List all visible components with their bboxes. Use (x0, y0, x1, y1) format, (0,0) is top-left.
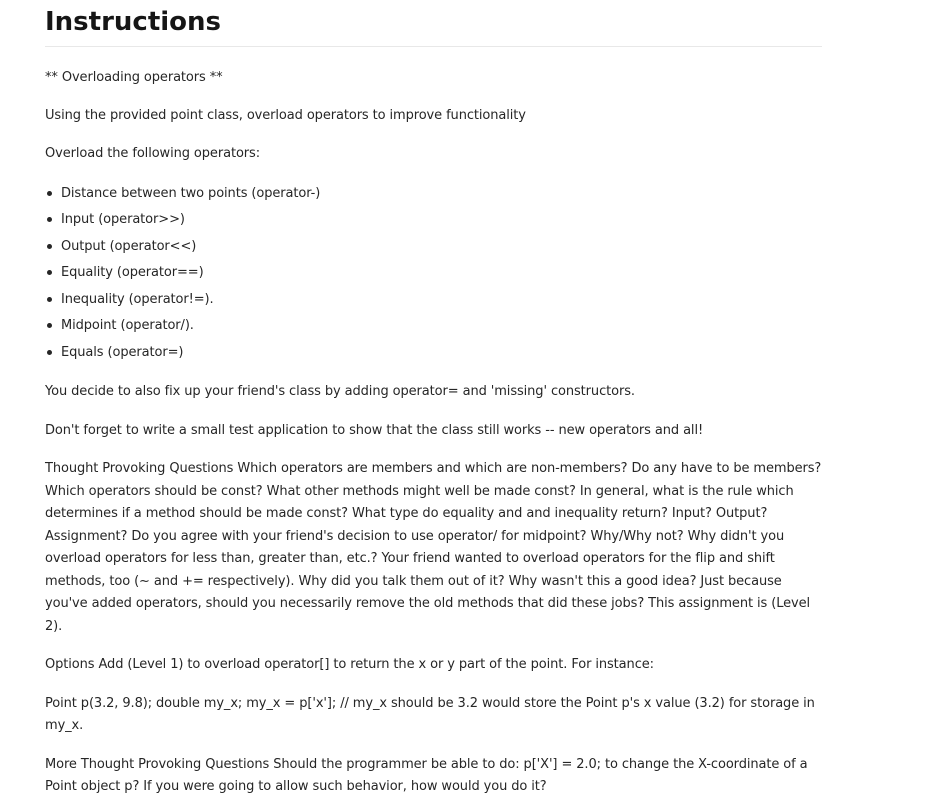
list-item: Distance between two points (operator-) (45, 181, 822, 208)
decide-paragraph: You decide to also fix up your friend's class by adding operator= and 'missing' constructors. (45, 384, 635, 399)
thought-questions-paragraph: Thought Provoking Questions Which operators are members and which are non-members? Do any have to be members? Which operators should be const? What other methods might well be made const? In general, what is the rule which determines if a method should be made const? What type do equality and and inequality return? Input? Output? Assignment? Do you agree with your friend's decision to use operator/ for midpoint? Why/Why not? Why didn't you overload operators for less than, greater than, etc.? Your friend wanted to overload operators for the flip and shift methods, too (~ and += respectively). Why did you talk them out of it? Why wasn't this a good idea? Just because you've added operators, should you necessarily remove the old methods that did these jobs? This assignment is (Level 2). (45, 461, 822, 634)
more-questions-paragraph: More Thought Provoking Questions Should the programmer be able to do: p['X'] = 2.0; to change the X-coordinate of a Point object p? If you were going to allow such behavior, how would you do it? (45, 756, 808, 794)
list-item: Output (operator<<) (45, 234, 822, 261)
bullet-icon (47, 323, 52, 328)
list-item: Inequality (operator!=). (45, 287, 822, 314)
bullet-icon (47, 191, 52, 196)
page-title: Instructions (45, 0, 822, 47)
test-app-paragraph: Don't forget to write a small test application to show that the class still works -- new operators and all! (45, 422, 704, 438)
bullet-icon (47, 244, 52, 249)
list-item: Input (operator>>) (45, 207, 822, 234)
operators-list (45, 181, 822, 367)
operators-intro: Overload the following operators: (45, 146, 260, 161)
section-heading-text: ** Overloading operators ** (45, 70, 223, 85)
bullet-icon (47, 350, 52, 355)
list-item: Midpoint (operator/). (45, 313, 822, 340)
instructions-panel (45, 0, 822, 799)
bullet-icon (47, 270, 52, 275)
list-item: Equals (operator=) (45, 340, 822, 367)
options-paragraph: Options Add (Level 1) to overload operator[] to return the x or y part of the point. For instance: (45, 657, 654, 672)
list-item: Equality (operator==) (45, 260, 822, 287)
intro-paragraph: Using the provided point class, overload operators to improve functionality (45, 107, 526, 123)
bullet-icon (47, 217, 52, 222)
point-example-paragraph: Point p(3.2, 9.8); double my_x; my_x = p['x']; // my_x should be 3.2 would store the Point p's x value (3.2) for storage in my_x. (45, 695, 815, 733)
bullet-icon (47, 297, 52, 302)
